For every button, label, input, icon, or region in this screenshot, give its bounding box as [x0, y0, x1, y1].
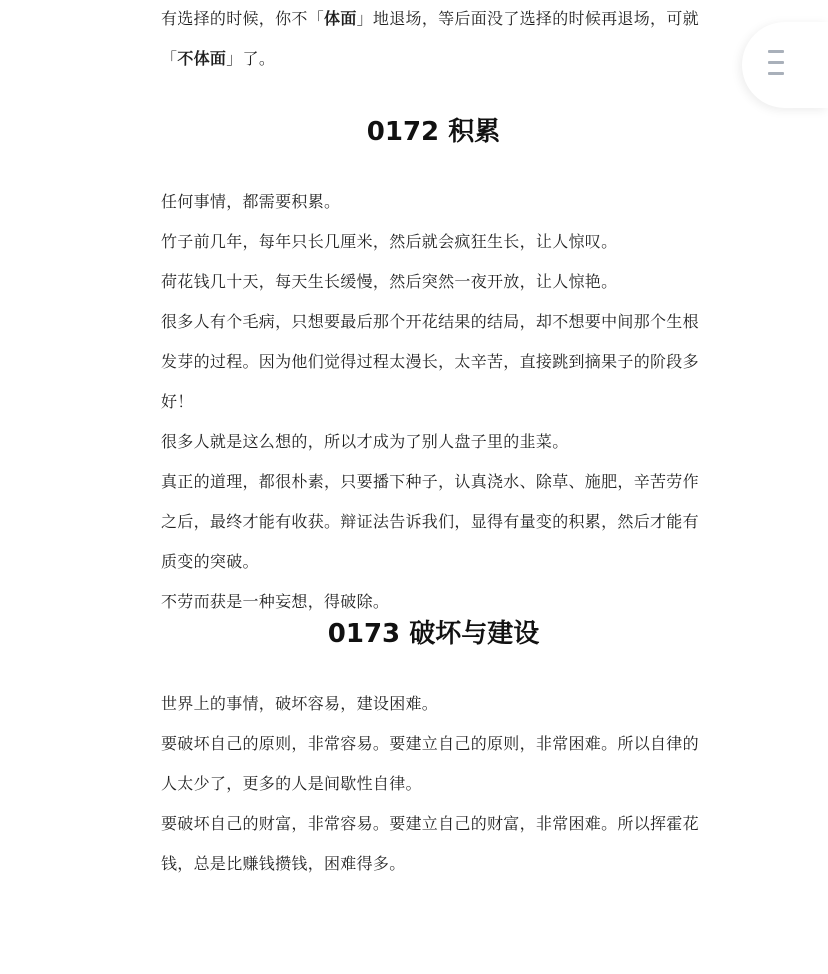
intro-text-b: 」地退场，等后面没了选择的时候再退场，可就「 [161, 9, 699, 68]
paragraph: 竹子前几年，每年只长几厘米，然后就会疯狂生长，让人惊叹。 [161, 232, 618, 251]
intro-text-a: 有选择的时候，你不「 [161, 9, 325, 28]
section-title-0173: 0173 破坏与建设 [327, 619, 540, 649]
section-0173-body [161, 684, 706, 884]
paragraph: 不劳而获是一种妄想，得破除。 [161, 592, 390, 611]
section-0172-body [161, 182, 706, 622]
paragraph: 荷花钱几十天，每天生长缓慢，然后突然一夜开放，让人惊艳。 [161, 272, 618, 291]
menu-button[interactable] [742, 22, 828, 108]
paragraph: 要破坏自己的财富，非常容易。要建立自己的财富，非常困难。所以挥霍花钱，总是比赚钱攒钱，困难得多。 [161, 814, 699, 873]
intro-bold-a: 体面 [324, 9, 357, 28]
section-title-0172: 0172 积累 [366, 117, 501, 147]
paragraph: 真正的道理，都很朴素，只要播下种子，认真浇水、除草、施肥，辛苦劳作之后，最终才能有收获。辩证法告诉我们，显得有量变的积累，然后才能有质变的突破。 [161, 472, 699, 571]
intro-paragraph [161, 0, 706, 79]
paragraph: 很多人有个毛病，只想要最后那个开花结果的结局，却不想要中间那个生根发芽的过程。因为他们觉得过程太漫长，太辛苦，直接跳到摘果子的阶段多好！ [161, 312, 699, 411]
intro-bold-b: 不体面 [177, 49, 227, 68]
intro-text-c: 」了。 [226, 49, 276, 68]
paragraph: 很多人就是这么想的，所以才成为了别人盘子里的韭菜。 [161, 432, 569, 451]
paragraph: 要破坏自己的原则，非常容易。要建立自己的原则，非常困难。所以自律的人太少了，更多的人是间歇性自律。 [161, 734, 699, 793]
paragraph: 世界上的事情，破坏容易，建设困难。 [161, 694, 439, 713]
paragraph: 任何事情，都需要积累。 [161, 192, 341, 211]
menu-icon [768, 50, 784, 76]
